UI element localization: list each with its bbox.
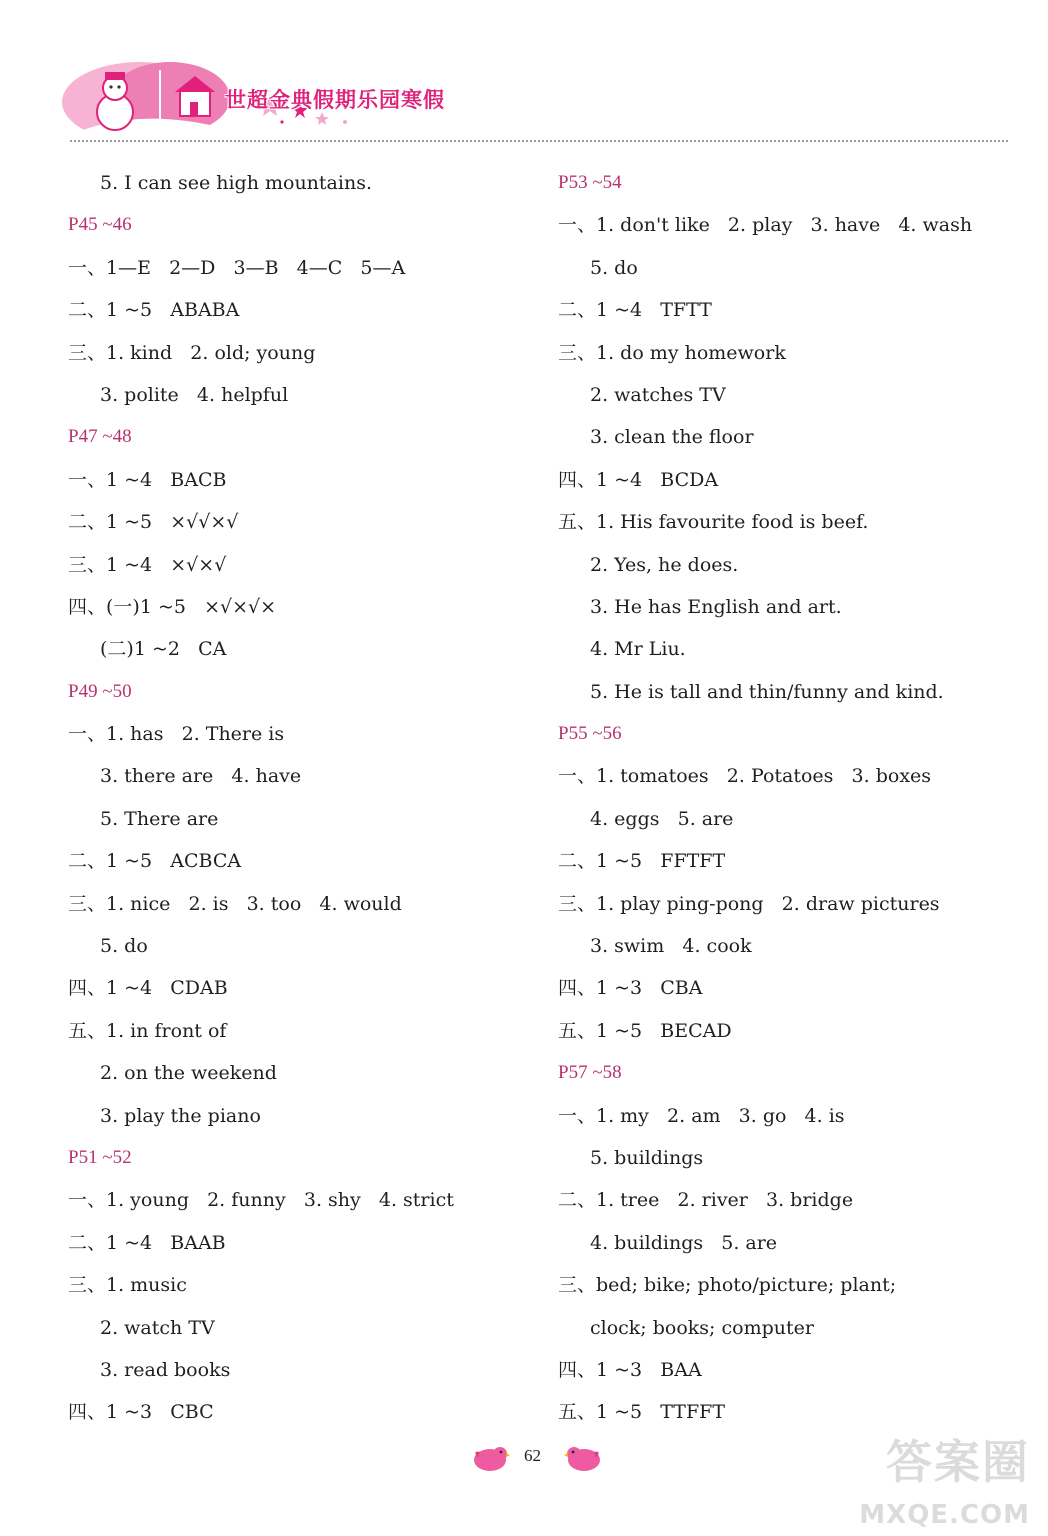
watermark-bottom-text: MXQE.COM — [859, 1500, 1030, 1530]
answer-line: 一、1. my 2. am 3. go 4. is — [558, 1104, 845, 1127]
answer-line: 一、1. don't like 2. play 3. have 4. wash — [558, 214, 973, 237]
section-heading: P45 ~46 — [68, 214, 132, 236]
section-heading: P47 ~48 — [68, 426, 132, 448]
answer-line: 二、1 ~5 FFTFT — [558, 850, 726, 873]
answer-line: 一、1—E 2—D 3—B 4—C 5—A — [68, 256, 406, 279]
answer-line: 一、1. young 2. funny 3. shy 4. strict — [68, 1189, 454, 1212]
section-heading: P51 ~52 — [68, 1146, 132, 1168]
page-footer — [470, 1432, 610, 1482]
answer-line: 二、1 ~5 ×√√×√ — [68, 511, 239, 534]
answer-line: 4. Mr Liu. — [590, 638, 686, 661]
answer-line: 3. polite 4. helpful — [100, 383, 289, 406]
answer-line: 三、1. kind 2. old; young — [68, 341, 316, 364]
section-heading: P49 ~50 — [68, 680, 132, 702]
answer-line: 5. He is tall and thin/funny and kind. — [590, 680, 944, 703]
answer-line: 三、1. nice 2. is 3. too 4. would — [68, 892, 402, 915]
watermark-logo — [850, 1420, 1030, 1530]
right-answer-column — [558, 162, 972, 1434]
answer-line: 3. play the piano — [100, 1104, 261, 1127]
answer-line: 三、1. play ping-pong 2. draw pictures — [558, 892, 940, 915]
answer-line: 5. buildings — [590, 1146, 704, 1169]
answer-line: 5. do — [590, 256, 638, 279]
left-answer-column — [68, 162, 454, 1434]
answer-line: 3. clean the floor — [590, 426, 754, 449]
answer-line: 五、1. His favourite food is beef. — [558, 511, 869, 534]
answer-line: 3. read books — [100, 1358, 231, 1381]
answer-line: 2. on the weekend — [100, 1062, 277, 1085]
page-number: 62 — [524, 1446, 541, 1465]
answer-line: 一、1. has 2. There is — [68, 723, 285, 746]
header-divider — [70, 140, 1008, 142]
answer-line: (二)1 ~2 CA — [100, 638, 227, 661]
answer-line: 5. There are — [100, 807, 219, 830]
answer-line: 一、1 ~4 BACB — [68, 468, 227, 491]
answer-line: 二、1. tree 2. river 3. bridge — [558, 1189, 854, 1212]
answer-line: 二、1 ~5 ACBCA — [68, 850, 242, 873]
watermark-top-text: 答案圈 — [886, 1435, 1030, 1489]
answer-line: 三、1. music — [68, 1274, 187, 1297]
left-bird-icon — [470, 1440, 510, 1476]
answer-line: 四、1 ~3 CBA — [558, 977, 703, 1000]
right-bird-icon — [564, 1440, 604, 1476]
answer-line: 4. buildings 5. are — [590, 1231, 778, 1254]
answer-line: 2. Yes, he does. — [590, 553, 739, 576]
answer-line: 五、1. in front of — [68, 1019, 227, 1042]
answer-line: 4. eggs 5. are — [590, 807, 734, 830]
answer-line: 二、1 ~4 BAAB — [68, 1231, 226, 1254]
section-heading: P53 ~54 — [558, 172, 622, 193]
answer-line: 三、1 ~4 ×√×√ — [68, 553, 227, 576]
answer-line: 四、(一)1 ~5 ×√×√× — [68, 595, 277, 618]
answer-line: 3. there are 4. have — [100, 765, 302, 788]
answer-line: 三、1. do my homework — [558, 341, 786, 364]
answer-line: 3. He has English and art. — [590, 595, 842, 618]
banner-title: 世超金典假期乐园寒假 — [225, 88, 445, 112]
answer-line: 一、1. tomatoes 2. Potatoes 3. boxes — [558, 765, 932, 788]
answer-line: 5. do — [100, 935, 148, 958]
section-heading: P55 ~56 — [558, 723, 622, 745]
answer-line: 五、1 ~5 BECAD — [558, 1019, 732, 1042]
answer-line: 四、1 ~3 BAA — [558, 1358, 702, 1381]
answer-line: 三、bed; bike; photo/picture; plant; — [558, 1274, 897, 1297]
answer-line: 5. I can see high mountains. — [100, 172, 372, 194]
answer-line: 四、1 ~4 CDAB — [68, 977, 228, 1000]
page-header — [60, 50, 1020, 150]
answer-line: clock; books; computer — [590, 1316, 814, 1339]
answer-line: 3. swim 4. cook — [590, 935, 752, 958]
answer-line: 四、1 ~4 BCDA — [558, 468, 719, 491]
answer-line: 2. watches TV — [590, 383, 726, 406]
answer-line: 四、1 ~3 CBC — [68, 1401, 214, 1424]
answer-line: 二、1 ~5 ABABA — [68, 299, 240, 322]
answer-line: 二、1 ~4 TFTT — [558, 299, 712, 322]
section-heading: P57 ~58 — [558, 1062, 622, 1084]
answer-line: 五、1 ~5 TTFFT — [558, 1401, 725, 1424]
answer-line: 2. watch TV — [100, 1316, 215, 1339]
